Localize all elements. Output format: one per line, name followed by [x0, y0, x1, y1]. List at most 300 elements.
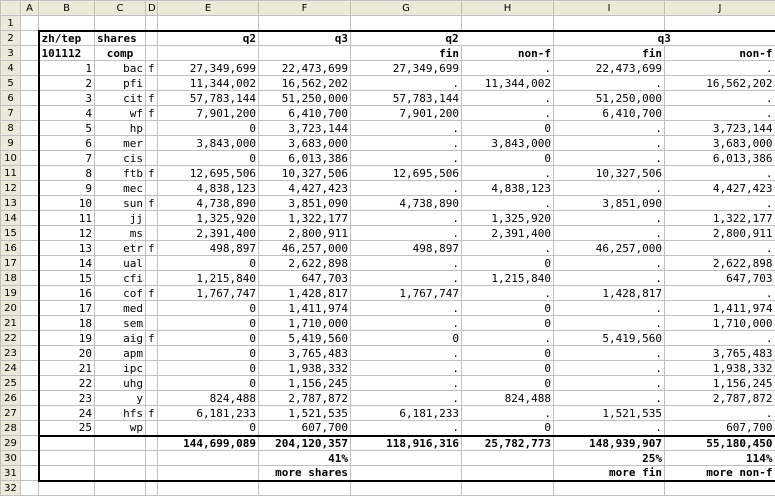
row-header[interactable]: 22: [1, 331, 21, 346]
cell-a[interactable]: [21, 106, 39, 121]
column-header-c[interactable]: C: [95, 1, 146, 16]
cell-a[interactable]: [21, 286, 39, 301]
cell-fin-flag[interactable]: f: [146, 91, 158, 106]
cell-q3-fin[interactable]: 5,419,560: [554, 331, 665, 346]
cell-empty[interactable]: [554, 16, 665, 31]
cell-q3-nonfin[interactable]: 2,800,911: [665, 226, 775, 241]
cell-q2-fin[interactable]: .: [351, 226, 462, 241]
cell-a[interactable]: [21, 61, 39, 76]
cell-index[interactable]: 21: [39, 361, 95, 376]
cell-g31[interactable]: [351, 466, 462, 481]
cell-q2-nonfin[interactable]: .: [462, 106, 554, 121]
cell-q3-nonfin[interactable]: .: [665, 286, 775, 301]
cell-q2-fin[interactable]: .: [351, 271, 462, 286]
cell-q2-fin[interactable]: .: [351, 316, 462, 331]
cell-q3-nonfin[interactable]: 2,787,872: [665, 391, 775, 406]
row-header[interactable]: 3: [1, 46, 21, 61]
cell-empty[interactable]: [21, 481, 39, 496]
cell-q3-fin[interactable]: 6,410,700: [554, 106, 665, 121]
cell-empty[interactable]: [554, 481, 665, 496]
cell-q3-shares[interactable]: 6,013,386: [259, 151, 351, 166]
cell-q3-shares[interactable]: 1,428,817: [259, 286, 351, 301]
cell-q2-shares[interactable]: 0: [158, 121, 259, 136]
cell-index[interactable]: 5: [39, 121, 95, 136]
cell-q2-fin[interactable]: .: [351, 301, 462, 316]
cell-q3-nonfin[interactable]: 3,723,144: [665, 121, 775, 136]
cell-a[interactable]: [21, 241, 39, 256]
cell-q3-fin[interactable]: .: [554, 361, 665, 376]
cell-e31[interactable]: [158, 466, 259, 481]
cell-q3-shares[interactable]: 22,473,699: [259, 61, 351, 76]
cell-f3[interactable]: [259, 46, 351, 61]
row-header[interactable]: 13: [1, 196, 21, 211]
cell-q3-fin[interactable]: .: [554, 121, 665, 136]
cell-h31[interactable]: [462, 466, 554, 481]
cell-q3-fin[interactable]: 10,327,506: [554, 166, 665, 181]
cell-q2-nonfin[interactable]: 1,325,920: [462, 211, 554, 226]
cell-empty[interactable]: [351, 481, 462, 496]
cell-index[interactable]: 19: [39, 331, 95, 346]
row-header[interactable]: 16: [1, 241, 21, 256]
cell-company[interactable]: cof: [95, 286, 146, 301]
cell-q2-shares[interactable]: 0: [158, 331, 259, 346]
cell-fin-flag[interactable]: f: [146, 286, 158, 301]
row-header[interactable]: 29: [1, 436, 21, 451]
cell-fin-flag[interactable]: [146, 181, 158, 196]
cell-a[interactable]: [21, 151, 39, 166]
cell-q3-fin[interactable]: 3,851,090: [554, 196, 665, 211]
cell-a[interactable]: [21, 256, 39, 271]
cell-q2-fin[interactable]: .: [351, 181, 462, 196]
cell-c2[interactable]: shares: [95, 31, 146, 46]
cell-q3-nonfin[interactable]: 1,156,245: [665, 376, 775, 391]
cell-empty[interactable]: [351, 16, 462, 31]
cell-q2-shares[interactable]: 0: [158, 151, 259, 166]
cell-q2-fin[interactable]: .: [351, 121, 462, 136]
cell-q3-fin[interactable]: .: [554, 421, 665, 436]
cell-a[interactable]: [21, 196, 39, 211]
cell-q3-shares[interactable]: 3,851,090: [259, 196, 351, 211]
cell-a[interactable]: [21, 271, 39, 286]
cell-g3[interactable]: fin: [351, 46, 462, 61]
cell-q2-nonfin[interactable]: .: [462, 61, 554, 76]
cell-q2-fin[interactable]: 1,767,747: [351, 286, 462, 301]
cell-q3-nonfin[interactable]: 3,765,483: [665, 346, 775, 361]
row-header[interactable]: 10: [1, 151, 21, 166]
cell-fin-flag[interactable]: f: [146, 106, 158, 121]
cell-q2-nonfin[interactable]: .: [462, 166, 554, 181]
cell-q2-fin[interactable]: .: [351, 211, 462, 226]
cell-index[interactable]: 4: [39, 106, 95, 121]
row-header[interactable]: 31: [1, 466, 21, 481]
cell-a30[interactable]: [21, 451, 39, 466]
cell-d2[interactable]: [146, 31, 158, 46]
cell-q3-fin[interactable]: 1,428,817: [554, 286, 665, 301]
cell-q3-nonfin[interactable]: 607,700: [665, 421, 775, 436]
row-header[interactable]: 4: [1, 61, 21, 76]
cell-q3-nonfin[interactable]: 6,013,386: [665, 151, 775, 166]
cell-c3[interactable]: comp: [95, 46, 146, 61]
row-header[interactable]: 8: [1, 121, 21, 136]
cell-a29[interactable]: [21, 436, 39, 451]
cell-index[interactable]: 15: [39, 271, 95, 286]
cell-company[interactable]: sem: [95, 316, 146, 331]
cell-fin-flag[interactable]: [146, 121, 158, 136]
cell-q2-fin[interactable]: .: [351, 346, 462, 361]
cell-q3-fin[interactable]: .: [554, 226, 665, 241]
cell-q2-fin[interactable]: .: [351, 361, 462, 376]
row-header[interactable]: 17: [1, 256, 21, 271]
cell-q3-shares[interactable]: 2,800,911: [259, 226, 351, 241]
row-header[interactable]: 23: [1, 346, 21, 361]
cell-q2-shares[interactable]: 0: [158, 421, 259, 436]
cell-q3-shares[interactable]: 3,683,000: [259, 136, 351, 151]
column-header-g[interactable]: G: [351, 1, 462, 16]
cell-q2-nonfin[interactable]: 1,215,840: [462, 271, 554, 286]
cell-q3-nonfin[interactable]: 2,622,898: [665, 256, 775, 271]
cell-q2-shares[interactable]: 27,349,699: [158, 61, 259, 76]
total-q3-nonfin[interactable]: 55,180,450: [665, 436, 775, 451]
cell-q2-nonfin[interactable]: .: [462, 241, 554, 256]
cell-q3-nonfin[interactable]: 4,427,423: [665, 181, 775, 196]
row-header[interactable]: 18: [1, 271, 21, 286]
cell-d30[interactable]: [146, 451, 158, 466]
cell-fin-flag[interactable]: [146, 151, 158, 166]
cell-q3-shares[interactable]: 51,250,000: [259, 91, 351, 106]
cell-fin-flag[interactable]: [146, 76, 158, 91]
cell-q3-nonfin[interactable]: .: [665, 166, 775, 181]
cell-a2[interactable]: [21, 31, 39, 46]
cell-q2-nonfin[interactable]: 3,843,000: [462, 136, 554, 151]
row-header[interactable]: 24: [1, 361, 21, 376]
total-q3-fin[interactable]: 148,939,907: [554, 436, 665, 451]
cell-company[interactable]: jj: [95, 211, 146, 226]
cell-a[interactable]: [21, 406, 39, 421]
cell-fin-flag[interactable]: f: [146, 196, 158, 211]
cell-j3[interactable]: non-f: [665, 46, 775, 61]
cell-b3[interactable]: 101112: [39, 46, 95, 61]
cell-q2-shares[interactable]: 0: [158, 256, 259, 271]
total-q2-fin[interactable]: 118,916,316: [351, 436, 462, 451]
cell-empty[interactable]: [146, 16, 158, 31]
cell-index[interactable]: 12: [39, 226, 95, 241]
cell-fin-flag[interactable]: [146, 421, 158, 436]
cell-q2-shares[interactable]: 4,838,123: [158, 181, 259, 196]
cell-q2-nonfin[interactable]: .: [462, 91, 554, 106]
cell-i3[interactable]: fin: [554, 46, 665, 61]
cell-q2-shares[interactable]: 12,695,506: [158, 166, 259, 181]
cell-empty[interactable]: [39, 16, 95, 31]
cell-empty[interactable]: [95, 16, 146, 31]
cell-company[interactable]: hfs: [95, 406, 146, 421]
cell-q3-fin[interactable]: .: [554, 301, 665, 316]
cell-q2-nonfin[interactable]: 0: [462, 121, 554, 136]
cell-index[interactable]: 1: [39, 61, 95, 76]
cell-index[interactable]: 24: [39, 406, 95, 421]
cell-empty[interactable]: [665, 481, 775, 496]
total-q2-shares[interactable]: 144,699,089: [158, 436, 259, 451]
cell-q3-shares[interactable]: 5,419,560: [259, 331, 351, 346]
cell-empty[interactable]: [665, 16, 775, 31]
cell-q3-fin[interactable]: .: [554, 211, 665, 226]
row-header[interactable]: 15: [1, 226, 21, 241]
cell-q3-shares[interactable]: 4,427,423: [259, 181, 351, 196]
cell-a[interactable]: [21, 301, 39, 316]
cell-fin-flag[interactable]: [146, 301, 158, 316]
cell-a31[interactable]: [21, 466, 39, 481]
cell-q2-shares[interactable]: 0: [158, 376, 259, 391]
cell-q3-shares[interactable]: 3,765,483: [259, 346, 351, 361]
cell-a[interactable]: [21, 136, 39, 151]
cell-c31[interactable]: [95, 466, 146, 481]
cell-q2-fin[interactable]: .: [351, 136, 462, 151]
cell-e3[interactable]: [158, 46, 259, 61]
label-more-fin[interactable]: more fin: [554, 466, 665, 481]
cell-a[interactable]: [21, 391, 39, 406]
cell-index[interactable]: 13: [39, 241, 95, 256]
cell-q2-nonfin[interactable]: 0: [462, 346, 554, 361]
cell-company[interactable]: apm: [95, 346, 146, 361]
cell-a[interactable]: [21, 226, 39, 241]
cell-c30[interactable]: [95, 451, 146, 466]
cell-company[interactable]: y: [95, 391, 146, 406]
cell-index[interactable]: 22: [39, 376, 95, 391]
pct-nonfin[interactable]: 114%: [665, 451, 775, 466]
cell-fin-flag[interactable]: [146, 256, 158, 271]
cell-d3[interactable]: [146, 46, 158, 61]
cell-q3-fin[interactable]: .: [554, 76, 665, 91]
cell-b31[interactable]: [39, 466, 95, 481]
cell-company[interactable]: etr: [95, 241, 146, 256]
cell-q2-shares[interactable]: 3,843,000: [158, 136, 259, 151]
cell-q2-shares[interactable]: 824,488: [158, 391, 259, 406]
cell-index[interactable]: 16: [39, 286, 95, 301]
cell-q2-nonfin[interactable]: 0: [462, 301, 554, 316]
cell-q3-fin[interactable]: .: [554, 151, 665, 166]
cell-q3-shares[interactable]: 647,703: [259, 271, 351, 286]
cell-q2-nonfin[interactable]: 11,344,002: [462, 76, 554, 91]
cell-q2-fin[interactable]: 27,349,699: [351, 61, 462, 76]
cell-q3-fin[interactable]: .: [554, 376, 665, 391]
cell-d31[interactable]: [146, 466, 158, 481]
cell-company[interactable]: sun: [95, 196, 146, 211]
cell-q2-nonfin[interactable]: 0: [462, 421, 554, 436]
cell-a[interactable]: [21, 331, 39, 346]
cell-company[interactable]: aig: [95, 331, 146, 346]
cell-empty[interactable]: [259, 16, 351, 31]
cell-company[interactable]: mec: [95, 181, 146, 196]
cell-q3-nonfin[interactable]: 16,562,202: [665, 76, 775, 91]
cell-q2-shares[interactable]: 1,215,840: [158, 271, 259, 286]
cell-q3-nonfin[interactable]: 647,703: [665, 271, 775, 286]
cell-i2[interactable]: q3: [554, 31, 775, 46]
cell-q2-shares[interactable]: 0: [158, 316, 259, 331]
row-header[interactable]: 14: [1, 211, 21, 226]
cell-index[interactable]: 23: [39, 391, 95, 406]
row-header[interactable]: 25: [1, 376, 21, 391]
cell-q2-fin[interactable]: 12,695,506: [351, 166, 462, 181]
cell-q3-nonfin[interactable]: .: [665, 406, 775, 421]
cell-q3-nonfin[interactable]: .: [665, 331, 775, 346]
cell-q3-fin[interactable]: .: [554, 271, 665, 286]
cell-q3-shares[interactable]: 1,938,332: [259, 361, 351, 376]
cell-fin-flag[interactable]: [146, 226, 158, 241]
cell-h30[interactable]: [462, 451, 554, 466]
cell-b30[interactable]: [39, 451, 95, 466]
cell-g2[interactable]: q2: [351, 31, 554, 46]
cell-q2-shares[interactable]: 0: [158, 361, 259, 376]
cell-index[interactable]: 9: [39, 181, 95, 196]
cell-a[interactable]: [21, 376, 39, 391]
cell-company[interactable]: ftb: [95, 166, 146, 181]
cell-q3-nonfin[interactable]: .: [665, 61, 775, 76]
cell-q3-shares[interactable]: 1,322,177: [259, 211, 351, 226]
cell-index[interactable]: 3: [39, 91, 95, 106]
cell-q2-fin[interactable]: .: [351, 391, 462, 406]
cell-company[interactable]: cis: [95, 151, 146, 166]
cell-q2-fin[interactable]: .: [351, 76, 462, 91]
cell-q3-nonfin[interactable]: 3,683,000: [665, 136, 775, 151]
cell-q2-shares[interactable]: 498,897: [158, 241, 259, 256]
cell-fin-flag[interactable]: f: [146, 331, 158, 346]
cell-q3-fin[interactable]: 51,250,000: [554, 91, 665, 106]
cell-e30[interactable]: [158, 451, 259, 466]
cell-q2-shares[interactable]: 7,901,200: [158, 106, 259, 121]
row-header[interactable]: 2: [1, 31, 21, 46]
cell-d29[interactable]: [146, 436, 158, 451]
cell-q2-shares[interactable]: 11,344,002: [158, 76, 259, 91]
cell-a3[interactable]: [21, 46, 39, 61]
cell-q2-nonfin[interactable]: 0: [462, 151, 554, 166]
row-header[interactable]: 32: [1, 481, 21, 496]
cell-company[interactable]: cfi: [95, 271, 146, 286]
cell-q2-shares[interactable]: 0: [158, 346, 259, 361]
cell-fin-flag[interactable]: [146, 376, 158, 391]
cell-empty[interactable]: [39, 481, 95, 496]
cell-q2-nonfin[interactable]: 824,488: [462, 391, 554, 406]
cell-company[interactable]: ual: [95, 256, 146, 271]
cell-q2-fin[interactable]: .: [351, 421, 462, 436]
cell-fin-flag[interactable]: [146, 346, 158, 361]
cell-index[interactable]: 17: [39, 301, 95, 316]
column-header-b[interactable]: B: [39, 1, 95, 16]
cell-company[interactable]: ipc: [95, 361, 146, 376]
row-header[interactable]: 11: [1, 166, 21, 181]
cell-index[interactable]: 7: [39, 151, 95, 166]
cell-q3-shares[interactable]: 2,787,872: [259, 391, 351, 406]
cell-a[interactable]: [21, 211, 39, 226]
row-header[interactable]: 12: [1, 181, 21, 196]
cell-q3-nonfin[interactable]: .: [665, 91, 775, 106]
cell-index[interactable]: 18: [39, 316, 95, 331]
row-header[interactable]: 9: [1, 136, 21, 151]
column-header-d[interactable]: D: [146, 1, 158, 16]
cell-empty[interactable]: [146, 481, 158, 496]
cell-a[interactable]: [21, 166, 39, 181]
cell-index[interactable]: 6: [39, 136, 95, 151]
cell-fin-flag[interactable]: [146, 391, 158, 406]
cell-q3-shares[interactable]: 1,411,974: [259, 301, 351, 316]
cell-q3-nonfin[interactable]: .: [665, 196, 775, 211]
column-header-e[interactable]: E: [158, 1, 259, 16]
cell-a[interactable]: [21, 121, 39, 136]
cell-index[interactable]: 11: [39, 211, 95, 226]
cell-a[interactable]: [21, 76, 39, 91]
column-header-h[interactable]: H: [462, 1, 554, 16]
cell-q3-fin[interactable]: 22,473,699: [554, 61, 665, 76]
cell-q3-shares[interactable]: 6,410,700: [259, 106, 351, 121]
cell-q2-shares[interactable]: 1,325,920: [158, 211, 259, 226]
cell-fin-flag[interactable]: [146, 271, 158, 286]
row-header[interactable]: 7: [1, 106, 21, 121]
cell-q3-shares[interactable]: 607,700: [259, 421, 351, 436]
cell-q2-fin[interactable]: 0: [351, 331, 462, 346]
cell-fin-flag[interactable]: [146, 316, 158, 331]
cell-q2-nonfin[interactable]: 0: [462, 376, 554, 391]
cell-q2-shares[interactable]: 1,767,747: [158, 286, 259, 301]
row-header[interactable]: 28: [1, 421, 21, 436]
row-header[interactable]: 26: [1, 391, 21, 406]
cell-q3-nonfin[interactable]: 1,938,332: [665, 361, 775, 376]
row-header[interactable]: 6: [1, 91, 21, 106]
cell-a[interactable]: [21, 181, 39, 196]
cell-fin-flag[interactable]: [146, 136, 158, 151]
cell-a[interactable]: [21, 346, 39, 361]
row-header[interactable]: 1: [1, 16, 21, 31]
cell-index[interactable]: 8: [39, 166, 95, 181]
cell-q3-shares[interactable]: 3,723,144: [259, 121, 351, 136]
row-header[interactable]: 19: [1, 286, 21, 301]
cell-empty[interactable]: [21, 16, 39, 31]
cell-q2-fin[interactable]: 7,901,200: [351, 106, 462, 121]
cell-q2-shares[interactable]: 4,738,890: [158, 196, 259, 211]
cell-fin-flag[interactable]: f: [146, 241, 158, 256]
cell-empty[interactable]: [259, 481, 351, 496]
cell-q3-shares[interactable]: 10,327,506: [259, 166, 351, 181]
row-header[interactable]: 30: [1, 451, 21, 466]
cell-fin-flag[interactable]: f: [146, 61, 158, 76]
cell-empty[interactable]: [95, 481, 146, 496]
cell-company[interactable]: med: [95, 301, 146, 316]
cell-company[interactable]: cit: [95, 91, 146, 106]
cell-q3-nonfin[interactable]: .: [665, 241, 775, 256]
cell-empty[interactable]: [462, 481, 554, 496]
cell-q2-fin[interactable]: .: [351, 376, 462, 391]
cell-q3-nonfin[interactable]: 1,710,000: [665, 316, 775, 331]
cell-company[interactable]: bac: [95, 61, 146, 76]
cell-company[interactable]: mer: [95, 136, 146, 151]
cell-empty[interactable]: [158, 16, 259, 31]
pct-fin[interactable]: 25%: [554, 451, 665, 466]
cell-b2[interactable]: zh/tep: [39, 31, 95, 46]
cell-q3-shares[interactable]: 2,622,898: [259, 256, 351, 271]
select-all-corner[interactable]: [1, 1, 21, 16]
cell-q2-shares[interactable]: 0: [158, 301, 259, 316]
cell-q2-shares[interactable]: 6,181,233: [158, 406, 259, 421]
cell-index[interactable]: 25: [39, 421, 95, 436]
cell-q2-nonfin[interactable]: .: [462, 286, 554, 301]
cell-index[interactable]: 20: [39, 346, 95, 361]
cell-q2-nonfin[interactable]: 0: [462, 361, 554, 376]
row-header[interactable]: 27: [1, 406, 21, 421]
cell-company[interactable]: uhg: [95, 376, 146, 391]
cell-empty[interactable]: [462, 16, 554, 31]
cell-a[interactable]: [21, 316, 39, 331]
cell-fin-flag[interactable]: [146, 361, 158, 376]
cell-q2-shares[interactable]: 2,391,400: [158, 226, 259, 241]
cell-fin-flag[interactable]: f: [146, 406, 158, 421]
cell-e2[interactable]: q2: [158, 31, 259, 46]
